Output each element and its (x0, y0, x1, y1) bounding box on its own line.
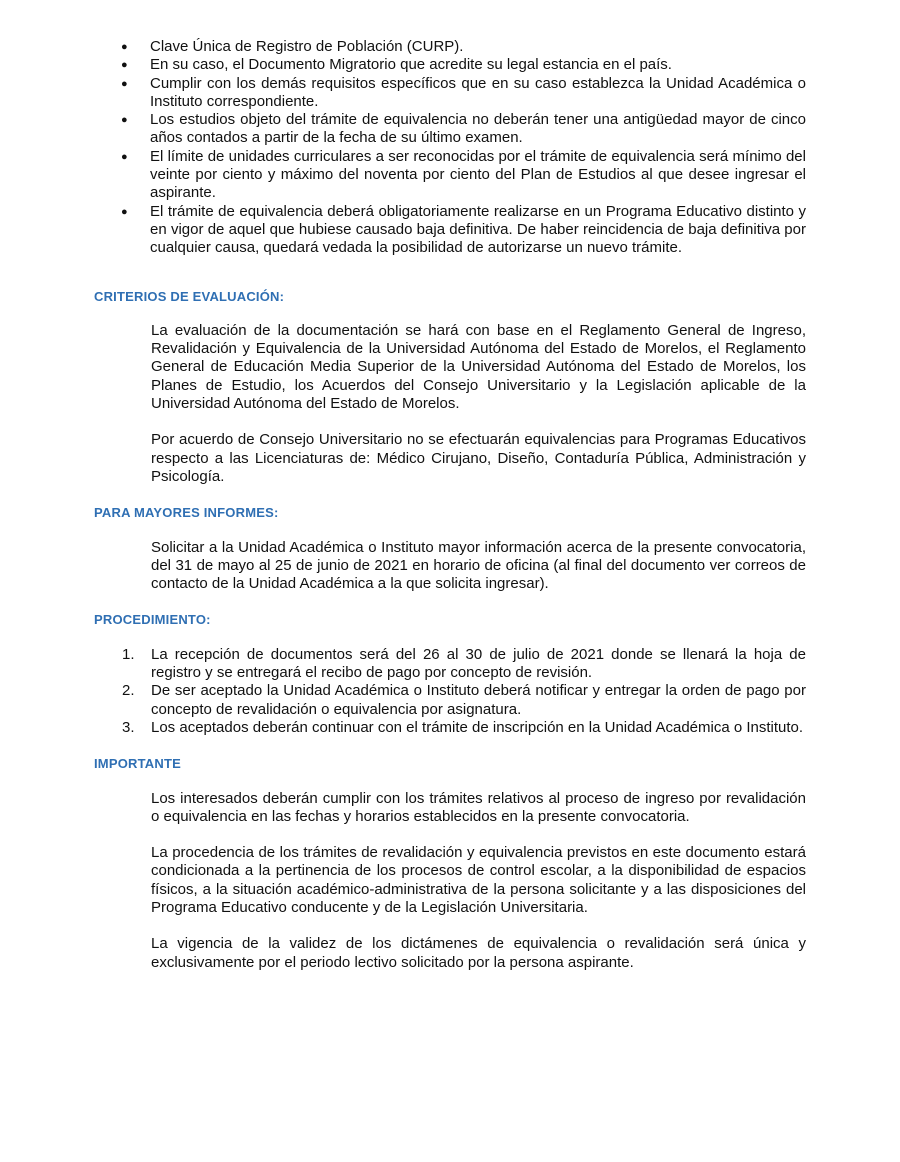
list-item (121, 38, 806, 56)
criterios-paragraph-1: La evaluación de la documentación se hará con base en el Reglamento General de Ingreso, Revalidación y Equivalencia de la Universidad Autónoma del Estado de Morelos, el Reglamento General de Educación Media Superior de la Universidad Autónoma del Estado de Morelos, los Planes de Estudio, los Acuerdos del Consejo Universitario y la Legislación aplicable de la Universidad Autónoma del Estado de Morelos. (151, 321, 806, 413)
bullet-icon: ● (121, 114, 128, 127)
bullet-icon: ● (121, 150, 128, 163)
procedimiento-steps (94, 646, 806, 737)
requirement-text: Clave Única de Registro de Población (CURP). (150, 38, 464, 55)
importante-heading: IMPORTANTE (94, 756, 181, 772)
list-item (122, 645, 806, 683)
bullet-icon: ● (121, 59, 128, 72)
requirement-text: Los estudios objeto del trámite de equivalencia no deberán tener una antigüedad mayor de cinco años contados a partir de la fecha de su último examen. (150, 111, 806, 147)
step-number: 2. (122, 682, 135, 700)
requirement-text: Cumplir con los demás requisitos específicos que en su caso establezca la Unidad Académica o Instituto correspondiente. (150, 74, 806, 110)
criterios-heading: CRITERIOS DE EVALUACIÓN: (94, 288, 285, 304)
bullet-icon: ● (121, 205, 128, 218)
list-item (121, 111, 806, 148)
informes-heading: PARA MAYORES INFORMES: (94, 505, 279, 521)
requirement-text: El límite de unidades curriculares a ser reconocidas por el trámite de equivalencia será mínimo del veinte por ciento y máximo del noventa por ciento del Plan de Estudios al que desee ingresar el aspirante. (150, 147, 806, 202)
bullet-icon: ● (121, 77, 128, 90)
requirement-text: El trámite de equivalencia deberá obligatoriamente realizarse en un Programa Educativo distinto y en vigor de aquel que hubiese causado baja definitiva. De haber reincidencia de baja definitiva por cualquier causa, quedará vedada la posibilidad de autorizarse un nuevo trámite. (150, 202, 806, 257)
procedimiento-heading: PROCEDIMIENTO: (94, 612, 211, 628)
importante-paragraph-2: La procedencia de los trámites de revalidación y equivalencia previstos en este documento estará condicionada a la pertinencia de los procesos de control escolar, a la disponibilidad de espacios físicos, a la situación académico-administrativa de la persona solicitante y a las disposiciones del Programa Educativo conducente y de la Legislación Universitaria. (151, 844, 806, 916)
importante-paragraph-3: La vigencia de la validez de los dictámenes de equivalencia o revalidación será única y exclusivamente por el periodo lectivo solicitado por la persona aspirante. (151, 935, 806, 971)
step-text: De ser aceptado la Unidad Académica o Instituto deberá notificar y entregar la orden de pago por concepto de revalidación o equivalencia por asignatura. (151, 682, 806, 718)
list-item (122, 718, 806, 737)
requirement-text: En su caso, el Documento Migratorio que acredite su legal estancia en el país. (150, 56, 672, 74)
step-number: 3. (122, 718, 135, 736)
list-item (121, 74, 806, 112)
informes-paragraph: Solicitar a la Unidad Académica o Instituto mayor información acerca de la presente convocatoria, del 31 de mayo al 25 de junio de 2021 en horario de oficina (al final del documento ver correos de contacto de la Unidad Académica a la que solicita ingresar). (151, 538, 806, 593)
importante-paragraph-1: Los interesados deberán cumplir con los trámites relativos al proceso de ingreso por revalidación o equivalencia en las fechas y horarios establecidos en la presente convocatoria. (151, 789, 806, 825)
list-item (122, 682, 806, 719)
step-number: 1. (122, 645, 135, 663)
list-item (121, 56, 806, 74)
step-text: La recepción de documentos será del 26 al 30 de julio de 2021 donde se llenará la hoja de registro y se entregará el recibo de pago por concepto de revisión. (151, 645, 806, 682)
step-text: Los aceptados deberán continuar con el trámite de inscripción en la Unidad Académica o Instituto. (151, 718, 804, 736)
requirements-list (94, 38, 806, 258)
list-item (121, 202, 806, 258)
criterios-paragraph-2: Por acuerdo de Consejo Universitario no se efectuarán equivalencias para Programas Educativos respecto a las Licenciaturas de: Médico Cirujano, Diseño, Contaduría Pública, Administración y Psicología. (151, 431, 806, 485)
list-item (121, 147, 806, 203)
bullet-icon: ● (121, 41, 128, 53)
